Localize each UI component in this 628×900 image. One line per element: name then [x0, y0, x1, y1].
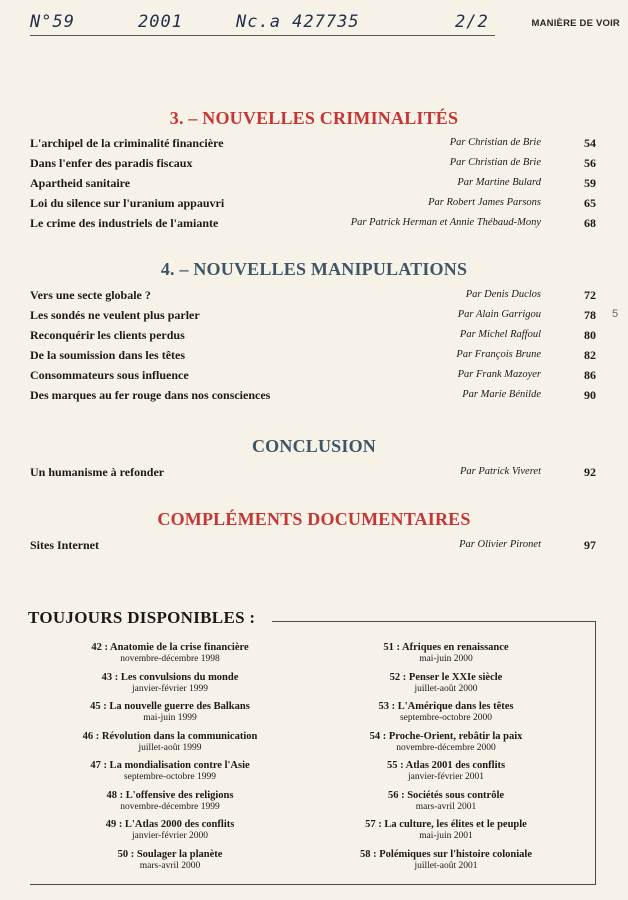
entry-author: Par Frank Mazoyer: [457, 369, 541, 380]
entry-author: Par Christian de Brie: [449, 137, 541, 148]
entry-title: Des marques au fer rouge dans nos consciences: [30, 388, 271, 402]
available-issue[interactable]: [30, 642, 310, 672]
toc-entry[interactable]: [30, 388, 596, 408]
issue-date: mars-avril 2001: [415, 801, 477, 812]
section-title-conclusion: CONCLUSION: [251, 436, 377, 456]
entry-author: Par Olivier Pironet: [459, 539, 541, 550]
entry-page: 82: [584, 348, 596, 362]
entry-title: Loi du silence sur l'uranium appauvri: [30, 196, 225, 210]
toc-entry[interactable]: [30, 136, 596, 156]
issue-title: 48 : L'offensive des religions: [106, 789, 234, 801]
entry-author: Par Alain Garrigou: [457, 309, 541, 320]
entry-title: Un humanisme à refonder: [30, 465, 165, 479]
entry-page: 86: [584, 368, 596, 382]
issue-date: mai-juin 2000: [419, 654, 473, 664]
entry-title: Reconquérir les clients perdus: [30, 328, 185, 342]
issue-title: 56 : Sociétés sous contrôle: [387, 789, 505, 801]
available-issue[interactable]: [30, 760, 310, 790]
issue-title: 50 : Soulager la planète: [117, 848, 223, 860]
issue-date: septembre-octobre 2000: [399, 713, 493, 723]
entry-page: 56: [584, 156, 596, 170]
issue-date: novembre-décembre 1998: [120, 654, 220, 664]
issue-date: novembre-décembre 2000: [396, 742, 496, 753]
entry-title: Vers une secte globale ?: [30, 288, 151, 302]
toc-entry[interactable]: [30, 196, 596, 216]
issue-date: juillet-août 1999: [138, 742, 202, 753]
entry-page: 68: [584, 216, 596, 230]
entry-author: Par Robert James Parsons: [428, 197, 541, 208]
available-issue[interactable]: [306, 849, 586, 879]
issue-date: mai-juin 1999: [143, 713, 197, 723]
section-title-manipulations: 4. – NOUVELLES MANIPULATIONS: [160, 259, 468, 279]
issue-date: juillet-août 2000: [414, 683, 478, 694]
entry-title: L'archipel de la criminalité financière: [30, 136, 224, 150]
issue-title: 54 : Proche-Orient, rebâtir la paix: [369, 730, 523, 742]
toc-entry[interactable]: [30, 348, 596, 368]
toc-list-complements: [30, 538, 596, 558]
toc-entry[interactable]: [30, 538, 596, 558]
available-issue[interactable]: [306, 642, 586, 672]
issue-date: janvier-février 2001: [407, 772, 485, 782]
entry-page: 90: [584, 388, 596, 402]
available-issue[interactable]: [30, 819, 310, 849]
entry-page: 59: [584, 176, 596, 190]
entry-page: 80: [584, 328, 596, 342]
section-title-complements: COMPLÉMENTS DOCUMENTAIRES: [157, 509, 471, 529]
toc-list-manipulations: [30, 288, 596, 408]
page-header: [30, 12, 620, 42]
available-issues-title: TOUJOURS DISPONIBLES :: [28, 608, 256, 627]
issue-title: 57 : La culture, les élites et le peuple: [365, 819, 527, 830]
issue-title: 55 : Atlas 2001 des conflits: [386, 760, 506, 771]
issue-title: 47 : La mondialisation contre l'Asie: [90, 760, 250, 771]
issue-title: 51 : Afriques en renaissance: [383, 642, 509, 653]
toc-list-conclusion: [30, 465, 596, 485]
entry-page: 65: [584, 196, 596, 210]
toc-entry[interactable]: [30, 216, 596, 236]
issue-title: 53 : L'Amérique dans les têtes: [378, 701, 514, 712]
issue-title: 43 : Les convulsions du monde: [101, 671, 239, 683]
available-issue[interactable]: [306, 819, 586, 849]
issue-title: 49 : L'Atlas 2000 des conflits: [105, 819, 235, 830]
entry-page: 54: [584, 136, 596, 150]
entry-author: Par Martine Bulard: [457, 177, 541, 188]
issue-title: 46 : Révolution dans la communication: [82, 730, 258, 742]
handwritten-part: 2/2: [455, 12, 489, 32]
entry-author: Par Marie Bénilde: [462, 389, 541, 400]
issue-title: 42 : Anatomie de la crise financière: [91, 642, 249, 653]
issue-date: novembre-décembre 1999: [120, 801, 220, 812]
margin-mark: 5: [612, 308, 619, 320]
available-issue[interactable]: [306, 701, 586, 731]
toc-entry[interactable]: [30, 176, 596, 196]
issue-date: septembre-octobre 1999: [123, 772, 217, 782]
entry-author: Par François Brune: [456, 349, 541, 360]
issue-date: juillet-août 2001: [414, 860, 478, 871]
toc-entry[interactable]: [30, 465, 596, 485]
entry-title: Consommateurs sous influence: [30, 368, 189, 382]
handwritten-reference: Nc.a 427735: [236, 12, 360, 32]
available-issue[interactable]: [306, 672, 586, 702]
available-issue[interactable]: [30, 849, 310, 879]
toc-entry[interactable]: [30, 328, 596, 348]
toc-entry[interactable]: [30, 308, 596, 328]
header-rule: [30, 35, 495, 36]
issue-title: 52 : Penser le XXIe siècle: [389, 671, 503, 683]
available-issue[interactable]: [30, 701, 310, 731]
available-issue[interactable]: [30, 790, 310, 820]
entry-page: 72: [584, 288, 596, 302]
entry-author: Par Michel Raffoul: [459, 329, 541, 340]
available-issue[interactable]: [306, 790, 586, 820]
toc-entry[interactable]: [30, 368, 596, 388]
available-issue[interactable]: [30, 731, 310, 761]
issue-date: mars-avril 2000: [139, 860, 201, 871]
issue-date: janvier-février 2000: [131, 831, 209, 841]
entry-author: Par Denis Duclos: [465, 289, 541, 300]
toc-entry[interactable]: [30, 156, 596, 176]
issue-date: mai-juin 2001: [419, 831, 473, 841]
handwritten-issue-number: N°59: [30, 12, 75, 32]
handwritten-year: 2001: [138, 12, 183, 32]
issue-date: janvier-février 1999: [131, 683, 209, 694]
entry-author: Par Patrick Herman et Annie Thébaud-Mony: [350, 217, 541, 228]
entry-author: Par Patrick Viveret: [459, 466, 541, 477]
section-title-criminalites: 3. – NOUVELLES CRIMINALITÉS: [169, 108, 459, 128]
available-issue[interactable]: [306, 760, 586, 790]
entry-title: Sites Internet: [30, 538, 99, 552]
entry-page: 92: [584, 465, 596, 479]
issue-title: 58 : Polémiques sur l'histoire coloniale: [360, 848, 532, 860]
entry-title: Les sondés ne veulent plus parler: [30, 308, 200, 322]
entry-page: 78: [584, 308, 596, 322]
available-issues-right-column: [306, 642, 586, 878]
entry-title: Apartheid sanitaire: [30, 176, 131, 190]
entry-page: 97: [584, 538, 596, 552]
available-issues-left-column: [30, 642, 310, 878]
entry-title: Le crime des industriels de l'amiante: [30, 216, 219, 230]
toc-entry[interactable]: [30, 288, 596, 308]
available-issue[interactable]: [30, 672, 310, 702]
entry-title: De la soumission dans les têtes: [30, 348, 186, 362]
toc-list-criminalites: [30, 136, 596, 236]
available-issue[interactable]: [306, 731, 586, 761]
entry-author: Par Christian de Brie: [449, 157, 541, 168]
entry-title: Dans l'enfer des paradis fiscaux: [30, 156, 193, 170]
issue-title: 45 : La nouvelle guerre des Balkans: [90, 701, 250, 712]
magazine-name: MANIÈRE DE VOIR: [531, 18, 620, 29]
